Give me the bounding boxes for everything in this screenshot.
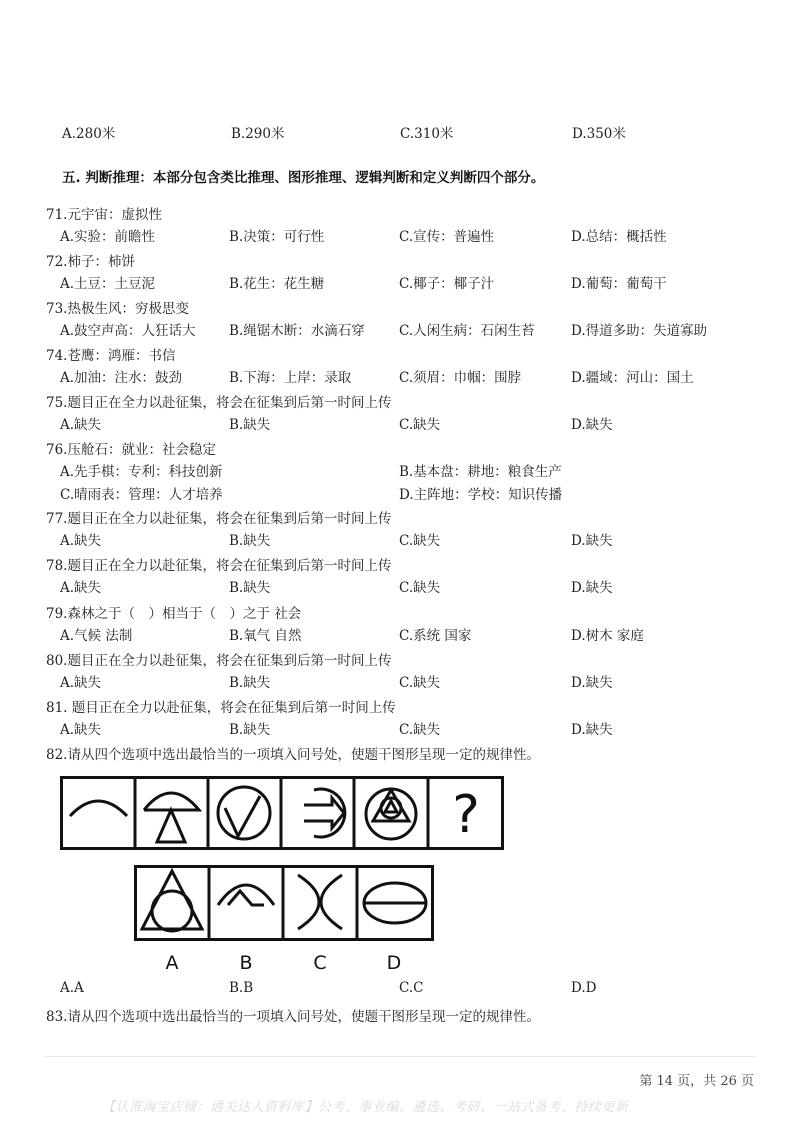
question-stem: 78.题目正在全力以赴征集，将会在征集到后第一时间上传 <box>46 558 392 574</box>
option-b: B.缺失 <box>229 580 271 596</box>
option-c: C.C <box>399 980 424 996</box>
option-b: B.氧气 自然 <box>229 628 302 644</box>
option-c: C.缺失 <box>399 580 441 596</box>
option-c: C.人闲生病：石闲生苔 <box>399 323 535 339</box>
option-a: A.缺失 <box>60 675 102 691</box>
option-b: B.缺失 <box>229 417 271 433</box>
option-b: B.决策：可行性 <box>229 229 325 245</box>
option-a: A.A <box>60 980 84 996</box>
option-c: C.缺失 <box>399 533 441 549</box>
answer-a-circle <box>152 891 192 931</box>
answer-label-a: A <box>165 952 179 974</box>
option-b: B.缺失 <box>229 722 271 738</box>
option-b: B.绳锯木断：水滴石穿 <box>229 323 365 339</box>
stem-cell-1-arc <box>70 801 127 816</box>
option-d: D.树木 家庭 <box>571 628 644 644</box>
answer-b-dome <box>218 885 274 905</box>
option-b: B.缺失 <box>229 533 271 549</box>
prev-option-a: A.280米 <box>62 126 116 142</box>
stem-cell-2-triangle <box>157 810 185 842</box>
stem-cell-4-arc <box>314 789 345 837</box>
question-stem: 73.热极生风：穷极思变 <box>46 301 189 317</box>
option-d: D.疆域：河山：国土 <box>571 370 694 386</box>
option-c: C.晴雨表：管理：人才培养 <box>60 487 223 503</box>
question-stem: 71.元宇宙：虚拟性 <box>46 207 162 223</box>
question-stem: 74.苍鹰：鸿雁：书信 <box>46 348 176 364</box>
answer-label-b: B <box>239 952 253 974</box>
option-a: A.土豆：土豆泥 <box>60 276 156 292</box>
option-a: A.缺失 <box>60 533 102 549</box>
footer-divider <box>44 1056 756 1057</box>
answer-b-notch <box>228 891 264 905</box>
option-c: C.宣传：普遍性 <box>399 229 495 245</box>
option-a: A.气候 法制 <box>60 628 133 644</box>
option-a: A.加油：注水：鼓劲 <box>60 370 183 386</box>
option-c: C.系统 国家 <box>399 628 472 644</box>
option-a: A.缺失 <box>60 417 102 433</box>
option-b: B.花生：花生糖 <box>229 276 325 292</box>
option-b: B.缺失 <box>229 675 271 691</box>
section-title: 五. 判断推理：本部分包含类比推理、图形推理、逻辑判断和定义判断四个部分。 <box>62 170 545 186</box>
option-d: D.D <box>571 980 597 996</box>
option-d: D.总结：概括性 <box>571 229 667 245</box>
option-d: D.缺失 <box>571 722 613 738</box>
question-stem: 79.森林之于（ ）相当于（ ）之于 社会 <box>46 606 302 622</box>
stem-cell-3-v <box>225 796 260 836</box>
page-number: 第 14 页，共 26 页 <box>639 1074 754 1089</box>
option-c: C.椰子：椰子汁 <box>399 276 495 292</box>
answer-label-c: C <box>313 952 327 974</box>
question-stem: 83.请从四个选项中选出最恰当的一项填入问号处，使题干图形呈现一定的规律性。 <box>46 1009 540 1025</box>
option-c: C.缺失 <box>399 675 441 691</box>
question-stem: 81. 题目正在全力以赴征集，将会在征集到后第一时间上传 <box>46 700 396 716</box>
option-d: D.缺失 <box>571 417 613 433</box>
question-mark: ? <box>452 785 480 845</box>
option-b: B.下海：上岸：录取 <box>229 370 352 386</box>
option-d: D.缺失 <box>571 580 613 596</box>
option-c: C.缺失 <box>399 722 441 738</box>
question-82-answer-figure <box>134 865 434 975</box>
stem-cell-4-arrow <box>304 798 344 828</box>
option-a: A.缺失 <box>60 722 102 738</box>
option-d: D.葡萄：葡萄干 <box>571 276 667 292</box>
question-82-stem-figure <box>60 776 504 850</box>
question-stem: 75.题目正在全力以赴征集，将会在征集到后第一时间上传 <box>46 395 392 411</box>
option-d: D.得道多助：失道寡助 <box>571 323 708 339</box>
question-stem: 76.压舱石：就业：社会稳定 <box>46 442 216 458</box>
answer-c-left-arc <box>298 875 319 929</box>
option-c: C.须眉：巾帼：围脖 <box>399 370 522 386</box>
option-d: D.缺失 <box>571 533 613 549</box>
prev-option-c: C.310米 <box>400 126 454 142</box>
question-stem: 77.题目正在全力以赴征集，将会在征集到后第一时间上传 <box>46 511 392 527</box>
question-stem: 72.柿子：柿饼 <box>46 254 135 270</box>
prev-option-d: D.350米 <box>572 126 626 142</box>
prev-option-b: B.290米 <box>231 126 285 142</box>
question-stem: 82.请从四个选项中选出最恰当的一项填入问号处，使题干图形呈现一定的规律性。 <box>46 747 540 763</box>
answer-c-right-arc <box>321 875 342 929</box>
stem-cell-5-triangle <box>373 790 409 821</box>
option-a: A.缺失 <box>60 580 102 596</box>
answer-a-triangle <box>142 871 202 929</box>
option-b: B.B <box>229 980 254 996</box>
watermark: 【认准淘宝店铺：通关达人资料库】公考、事业编、遴选、考研、一站式备考、持续更新 <box>102 1100 629 1115</box>
stem-cell-5-inner-triangle <box>385 801 397 812</box>
option-d: D.主阵地：学校：知识传播 <box>399 487 563 503</box>
option-a: A.先手棋：专利：科技创新 <box>60 464 223 480</box>
option-a: A.鼓空声高：人狂话大 <box>60 323 196 339</box>
option-b: B.基本盘：耕地：粮食生产 <box>399 464 562 480</box>
option-a: A.实验：前瞻性 <box>60 229 156 245</box>
answer-label-d: D <box>386 952 402 974</box>
option-d: D.缺失 <box>571 675 613 691</box>
option-c: C.缺失 <box>399 417 441 433</box>
question-stem: 80.题目正在全力以赴征集，将会在征集到后第一时间上传 <box>46 653 392 669</box>
